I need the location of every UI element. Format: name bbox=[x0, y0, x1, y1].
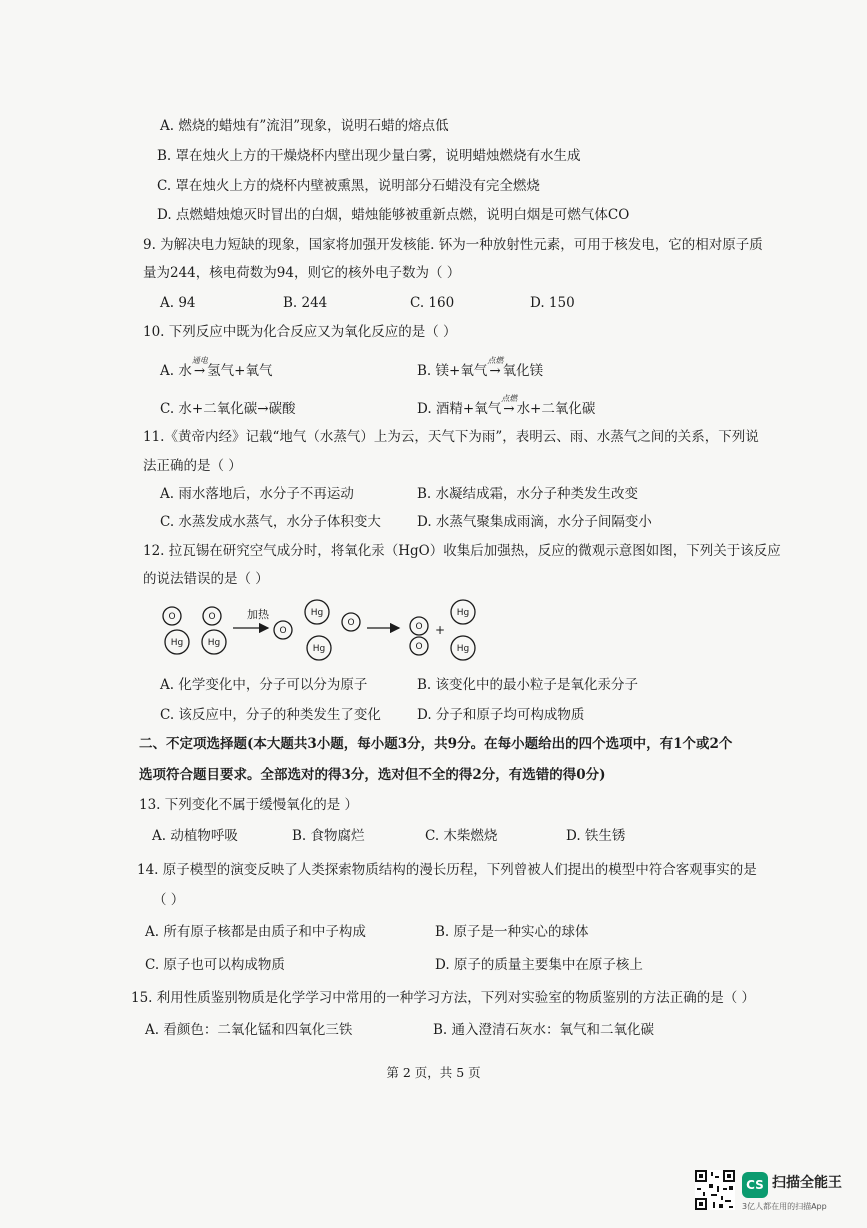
q13-option-a: A. 动植物呼吸 bbox=[152, 828, 238, 844]
heat-label: 加热 bbox=[247, 608, 269, 621]
plus-sign: + bbox=[434, 623, 446, 637]
q13-option-c: C. 木柴燃烧 bbox=[425, 828, 498, 844]
q8-option-a: A. 燃烧的蜡烛有”流泪”现象，说明石蜡的熔点低 bbox=[160, 118, 449, 134]
q9-stem-line1: 9. 为解决电力短缺的现象，国家将加强开发核能. 钚为一种放射性元素，可用于核发电，它的相对原子质 bbox=[143, 237, 763, 253]
q10-a-product: 氢气+氧气 bbox=[207, 363, 273, 379]
section2-heading-line2: 选项符合题目要求。全部选对的得3分，选对但不全的得2分，有选错的得0分) bbox=[139, 767, 606, 783]
q8-option-d: D. 点燃蜡烛熄灭时冒出的白烟，蜡烛能够被重新点燃，说明白烟是可燃气体CO bbox=[157, 207, 630, 223]
q10-option-a bbox=[160, 356, 273, 380]
q10-a-arrow bbox=[191, 356, 208, 380]
q10-a-reactant: A. 水 bbox=[160, 363, 192, 379]
page-number: 第 2 页，共 5 页 bbox=[386, 1065, 481, 1080]
q12-stem-line2: 的说法错误的是（ ） bbox=[143, 571, 269, 587]
label-o-6: O bbox=[415, 642, 423, 652]
q12-option-b: B. 该变化中的最小粒子是氧化汞分子 bbox=[417, 677, 639, 693]
q9-option-b: B. 244 bbox=[283, 295, 328, 311]
label-hg-4: Hg bbox=[312, 644, 326, 654]
q15-stem: 15. 利用性质鉴别物质是化学学习中常用的一种学习方法，下列对实验室的物质鉴别的方法正确的是（ ） bbox=[131, 990, 756, 1006]
q14-stem-line2: （ ） bbox=[153, 892, 185, 908]
q14-option-b: B. 原子是一种实心的球体 bbox=[435, 924, 589, 940]
q11-option-d: D. 水蒸气聚集成雨滴，水分子间隔变小 bbox=[417, 514, 652, 530]
q12-option-a: A. 化学变化中，分子可以分为原子 bbox=[160, 677, 368, 693]
q10-option-d bbox=[417, 394, 596, 418]
q10-b-arrow bbox=[487, 356, 504, 380]
q15-option-b: B. 通入澄清石灰水：氧气和二氧化碳 bbox=[433, 1022, 655, 1038]
q10-d-condition: 点燃 bbox=[501, 394, 518, 403]
label-o-2: O bbox=[208, 612, 216, 622]
q10-stem: 10. 下列反应中既为化合反应又为氧化反应的是（ ） bbox=[143, 324, 457, 340]
q14-option-d: D. 原子的质量主要集中在原子核上 bbox=[435, 957, 643, 973]
q11-stem-line2: 法正确的是（ ） bbox=[143, 458, 242, 474]
reaction-diagram bbox=[155, 598, 495, 664]
label-hg-3: Hg bbox=[310, 608, 324, 618]
q13-option-d: D. 铁生锈 bbox=[566, 828, 626, 844]
camscanner-name: 扫描全能王 bbox=[772, 1175, 842, 1191]
q12-option-d: D. 分子和原子均可构成物质 bbox=[417, 707, 585, 723]
q9-option-a: A. 94 bbox=[160, 295, 196, 311]
qr-code-icon bbox=[695, 1170, 735, 1210]
q8-option-c: C. 罩在烛火上方的烧杯内壁被熏黑，说明部分石蜡没有完全燃烧 bbox=[157, 178, 540, 194]
q14-option-a: A. 所有原子核都是由质子和中子构成 bbox=[145, 924, 366, 940]
q12-stem-line1: 12. 拉瓦锡在研究空气成分时，将氧化汞（HgO）收集后加强热，反应的微观示意图如图，下列关于该反应 bbox=[143, 543, 781, 559]
q12-option-c: C. 该反应中，分子的种类发生了变化 bbox=[160, 707, 381, 723]
label-hg-1: Hg bbox=[170, 638, 184, 648]
q10-d-product: 水+二氧化碳 bbox=[516, 401, 596, 417]
q9-option-c: C. 160 bbox=[410, 295, 455, 311]
q11-option-c: C. 水蒸发成水蒸气，水分子体积变大 bbox=[160, 514, 381, 530]
label-o-5: O bbox=[415, 622, 423, 632]
q9-option-d: D. 150 bbox=[530, 295, 575, 311]
q10-b-condition: 点燃 bbox=[487, 356, 504, 365]
q10-d-reactant: D. 酒精+氧气 bbox=[417, 401, 502, 417]
q10-d-arrow-glyph: → bbox=[503, 401, 515, 417]
label-o-1: O bbox=[168, 612, 176, 622]
q10-b-arrow-glyph: → bbox=[489, 363, 501, 379]
section2-heading-line1: 二、不定项选择题(本大题共3小题，每小题3分，共9分。在每小题给出的四个选项中，有1个或2个 bbox=[139, 736, 733, 752]
q9-stem-line2: 量为244，核电荷数为94，则它的核外电子数为（ ） bbox=[143, 265, 461, 281]
q11-stem-line1: 11.《黄帝内经》记载“地气（水蒸气）上为云，天气下为雨”，表明云、雨、水蒸气之间的关系，下列说 bbox=[143, 429, 759, 445]
q10-b-reactant: B. 镁+氧气 bbox=[417, 363, 488, 379]
label-hg-2: Hg bbox=[207, 638, 221, 648]
q13-stem: 13. 下列变化不属于缓慢氧化的是 ） bbox=[139, 797, 359, 813]
q13-option-b: B. 食物腐烂 bbox=[292, 828, 365, 844]
q8-option-b: B. 罩在烛火上方的干燥烧杯内壁出现少量白雾，说明蜡烛燃烧有水生成 bbox=[157, 148, 581, 164]
label-o-4: O bbox=[347, 618, 355, 628]
q11-option-b: B. 水凝结成霜，水分子种类发生改变 bbox=[417, 486, 639, 502]
camscanner-logo: CS bbox=[742, 1172, 768, 1198]
q10-d-arrow bbox=[501, 394, 518, 418]
q10-a-condition: 通电 bbox=[191, 356, 208, 365]
label-hg-6: Hg bbox=[456, 644, 470, 654]
q10-b-product: 氧化镁 bbox=[502, 363, 544, 379]
q10-option-c: C. 水+二氧化碳→碳酸 bbox=[160, 401, 296, 417]
label-hg-5: Hg bbox=[456, 608, 470, 618]
q14-stem-line1: 14. 原子模型的演变反映了人类探索物质结构的漫长历程，下列曾被人们提出的模型中符合客观事实的是 bbox=[137, 862, 757, 878]
q15-option-a: A. 看颜色：二氧化锰和四氧化三铁 bbox=[145, 1022, 353, 1038]
q11-option-a: A. 雨水落地后，水分子不再运动 bbox=[160, 486, 354, 502]
label-o-3: O bbox=[279, 626, 287, 636]
camscanner-tagline: 3亿人都在用的扫描App bbox=[742, 1202, 827, 1211]
q10-option-b bbox=[417, 356, 544, 380]
q14-option-c: C. 原子也可以构成物质 bbox=[145, 957, 285, 973]
q10-a-arrow-glyph: → bbox=[193, 363, 206, 379]
